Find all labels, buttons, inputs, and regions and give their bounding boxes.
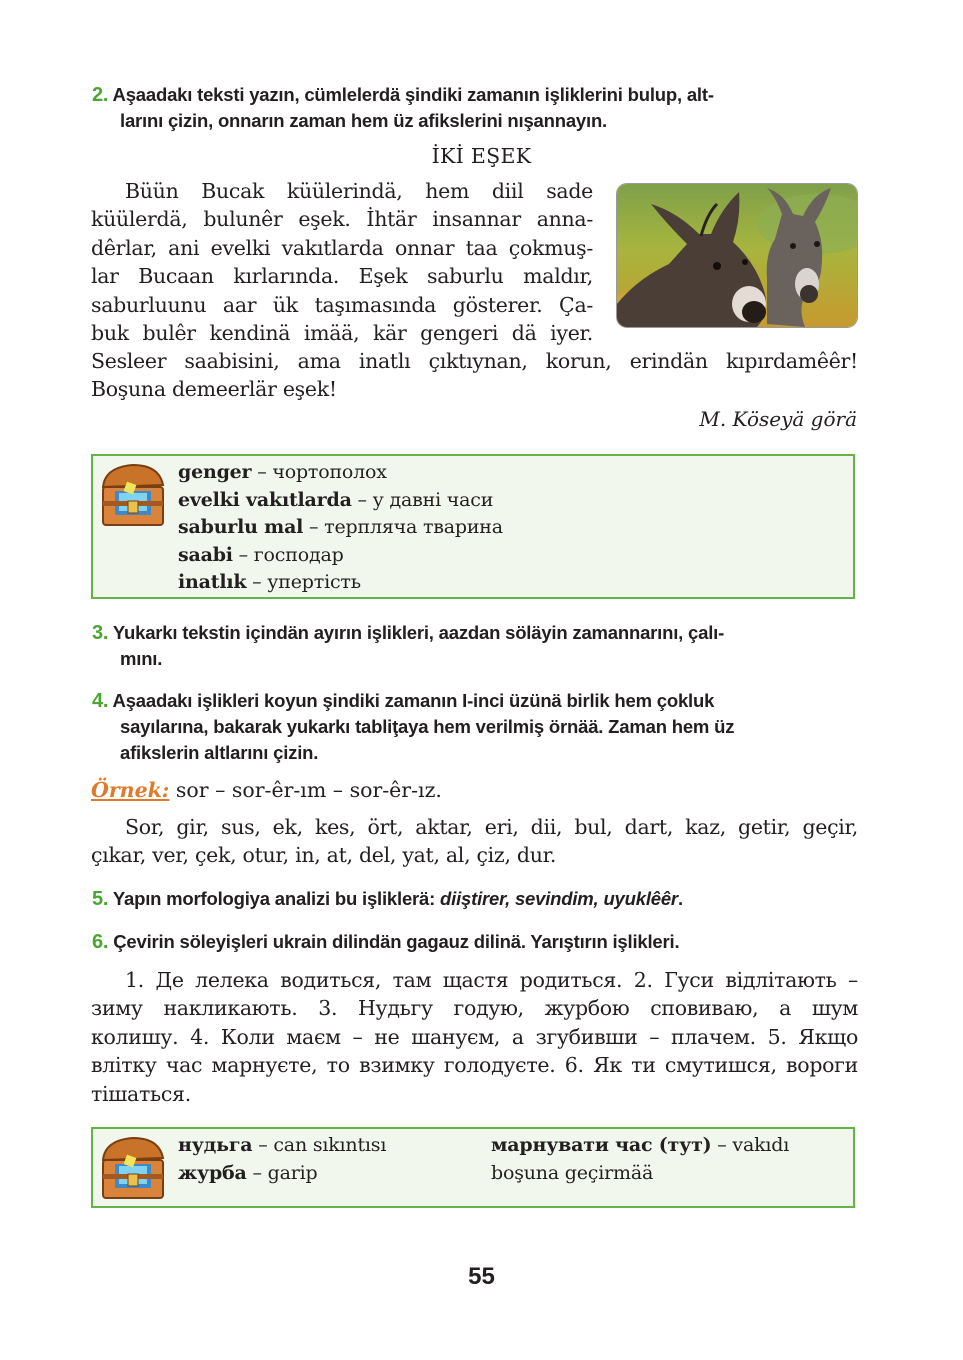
task-text: larını çizin, onnarın zaman hem üz afikslerini nışannayın.: [120, 110, 607, 131]
story-line: buk bulêr kendinä imää, kär gengeri dä iyer.: [91, 321, 593, 346]
example-text: sor – sor-êr-ım – sor-êr-ız.: [169, 778, 442, 802]
verbs-list: [91, 813, 858, 870]
glossary-definition: – терпляча тварина: [303, 516, 503, 538]
task-text-end: .: [677, 888, 683, 909]
glossary-term: saburlu mal: [178, 516, 304, 538]
task-italic-words: diiştirer, sevindim, uyuklêêr: [440, 888, 678, 909]
glossary-entry: [178, 459, 503, 487]
glossary-term: saabi: [178, 543, 233, 566]
glossary-entry: [178, 569, 503, 597]
task-3: [92, 620, 860, 672]
task-number: 4.: [92, 690, 109, 712]
glossary-term: inatlık: [178, 571, 247, 593]
glossary-definition: – чортополох: [251, 461, 387, 483]
proverbs-text: [91, 966, 858, 1108]
glossary-entry: [178, 1132, 386, 1160]
proverb-line: 1. Де лелека водиться, там щастя родиться. 2. Гуси відлітають –: [125, 968, 858, 992]
task-2: [92, 82, 860, 134]
donkey-illustration: [617, 184, 857, 327]
task-text: mını.: [120, 648, 163, 669]
story-line: Boşuna demeerlär eşek!: [91, 377, 337, 402]
glossary-definition: – vakıdı: [711, 1134, 790, 1156]
glossary-definition: – у давні часи: [351, 488, 494, 511]
glossary-entry: [178, 514, 503, 542]
glossary-term: марнувати час (тут): [491, 1134, 712, 1156]
glossary-definition: – упертість: [246, 571, 361, 593]
story-line: dêrlar, ani evelki vakıtlarda onnar taa çokmuş-: [91, 235, 593, 260]
verbs-line: çıkar, ver, çek, otur, in, at, del, yat, al, çiz, dur.: [91, 843, 557, 868]
page-number: 55: [468, 1263, 495, 1290]
glossary-definition: – can sıkıntısı: [252, 1134, 387, 1156]
story-text: [91, 177, 593, 347]
task-5: [92, 886, 860, 912]
donkey-image: [616, 183, 858, 328]
proverb-line: тішаться.: [91, 1081, 191, 1106]
task-text: Çevirin söleyişleri ukrain dilindän gagauz dilinä. Yarıştırın işlikleri.: [113, 931, 680, 952]
task-6: [92, 929, 860, 955]
glossary-entry: [178, 1160, 386, 1188]
task-text: sayılarına, bakarak yukarkı tabliţaya hem verilmiş örnää. Zaman hem üz: [120, 716, 735, 737]
task-number: 6.: [92, 931, 109, 953]
task-text: Aşaadakı teksti yazın, cümlelerdä şindiki zamanın işliklerini bulup, alt-: [112, 84, 714, 105]
task-text: Aşaadakı işlikleri koyun şindiki zamanın I-inci üzünä birlik hem çokluk: [112, 690, 715, 711]
glossary-term: genger: [178, 461, 252, 483]
treasure-chest-icon: [97, 461, 171, 531]
glossary-entry: [178, 487, 503, 515]
verbs-line: Sor, gir, sus, ek, kes, ört, aktar, eri, dii, bul, dart, kaz, getir, geçir,: [125, 815, 858, 839]
treasure-chest-icon: [97, 1134, 171, 1204]
story-author: M. Köseyä görä: [699, 407, 857, 431]
glossary-term: evelki vakıtlarda: [178, 488, 352, 511]
example-label: Örnek:: [91, 778, 170, 802]
story-title: İKİ EŞEK: [431, 144, 532, 168]
glossary-term: нудьга: [178, 1134, 253, 1156]
glossary-entry: [491, 1132, 789, 1160]
glossary-definition: – garip: [246, 1161, 318, 1184]
glossary-term: журба: [178, 1161, 247, 1184]
glossary-definition: – господар: [232, 543, 344, 566]
glossary-box: [91, 454, 855, 599]
task-number: 5.: [92, 888, 109, 910]
story-line: Sesleer saabisini, ama inatlı çıktıynan, korun, erindän kıpırdamêêr!: [91, 349, 858, 373]
task-text: Yukarkı tekstin içindän ayırın işlikleri, aazdan söläyin zamannarını, çalı-: [112, 622, 725, 643]
task-number: 3.: [92, 622, 109, 644]
story-line: Büün Bucak küülerindä, hem diil sade: [125, 179, 593, 203]
glossary-entry: [178, 542, 503, 570]
example-line: [91, 778, 442, 802]
glossary-definition-cont: boşuna geçirmää: [491, 1161, 654, 1184]
story-line: küülerdä, bulunêr eşek. İhtär insannar anna-: [91, 207, 593, 232]
story-text-full: [91, 347, 858, 404]
proverb-line: влітку час марнуєте, то взимку голодуєте. 6. Як ти смутишся, вороги: [91, 1053, 858, 1078]
task-text: Yapın morfologiya analizi bu işliklerä:: [112, 888, 441, 909]
task-number: 2.: [92, 84, 109, 106]
task-text: afikslerin altlarını çizin.: [120, 742, 319, 763]
story-line: lar Bucaan kırlarında. Eşek saburlu maldır,: [91, 264, 593, 289]
task-4: [92, 688, 860, 766]
glossary-box-2: [91, 1127, 855, 1208]
proverb-line: колишу. 4. Коли маєм – не шануєм, а згубивши – плачем. 5. Якщо: [91, 1024, 858, 1049]
proverb-line: зиму накликають. 3. Нудьгу годую, журбою сповиваю, а шум: [91, 996, 858, 1021]
story-line: saburluunu aar ük taşımasında gösterer. Ça-: [91, 292, 593, 317]
